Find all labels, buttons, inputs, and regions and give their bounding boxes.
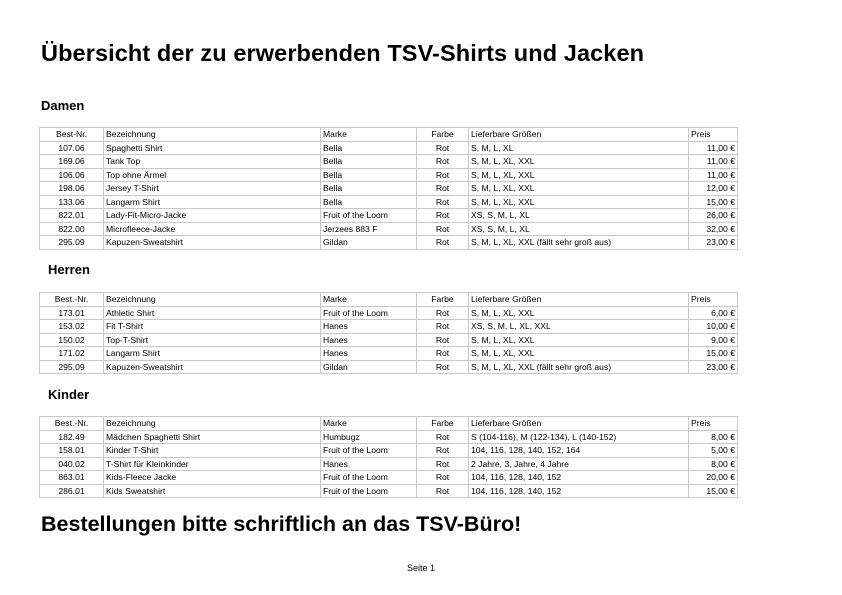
cell-best-nr: 158.01 (40, 444, 104, 458)
table-row (40, 444, 738, 458)
cell-bezeichnung: Fit T-Shirt (104, 320, 321, 334)
cell-marke: Humbugz (321, 430, 417, 444)
table-row (40, 333, 738, 347)
cell-preis: 20,00 € (689, 471, 738, 485)
cell-farbe: Rot (417, 360, 469, 374)
cell-bezeichnung: Spaghetti Shirt (104, 141, 321, 155)
cell-farbe: Rot (417, 306, 469, 320)
cell-best-nr: 040.02 (40, 457, 104, 471)
cell-farbe: Rot (417, 236, 469, 250)
cell-marke: Hanes (321, 347, 417, 361)
cell-farbe: Rot (417, 182, 469, 196)
cell-marke: Fruit of the Loom (321, 484, 417, 498)
cell-marke: Fruit of the Loom (321, 471, 417, 485)
cell-preis: 15,00 € (689, 484, 738, 498)
cell-marke: Hanes (321, 333, 417, 347)
cell-best-nr: 153.02 (40, 320, 104, 334)
cell-bezeichnung: Top-T-Shirt (104, 333, 321, 347)
cell-groessen: S, M, L, XL, XXL (469, 347, 689, 361)
cell-farbe: Rot (417, 195, 469, 209)
cell-farbe: Rot (417, 457, 469, 471)
cell-best-nr: 822.01 (40, 209, 104, 223)
cell-farbe: Rot (417, 209, 469, 223)
cell-marke: Bella (321, 182, 417, 196)
table-row (40, 195, 738, 209)
cell-groessen: 2 Jahre, 3, Jahre, 4 Jahre (469, 457, 689, 471)
cell-bezeichnung: Tank Top (104, 155, 321, 169)
column-header-farbe: Farbe (417, 128, 469, 142)
cell-farbe: Rot (417, 430, 469, 444)
cell-bezeichnung: Kids-Fleece Jacke (104, 471, 321, 485)
cell-marke: Fruit of the Loom (321, 306, 417, 320)
cell-groessen: 104, 116, 128, 140, 152 (469, 484, 689, 498)
table-row (40, 182, 738, 196)
cell-marke: Bella (321, 168, 417, 182)
section-heading-herren: Herren (48, 262, 90, 277)
table-row (40, 430, 738, 444)
column-header-best-nr: Best.-Nr. (40, 293, 104, 307)
cell-preis: 10,00 € (689, 320, 738, 334)
cell-best-nr: 106.06 (40, 168, 104, 182)
cell-farbe: Rot (417, 222, 469, 236)
cell-best-nr: 198.06 (40, 182, 104, 196)
section-heading-damen: Damen (41, 98, 85, 113)
page-title: Übersicht der zu erwerbenden TSV-Shirts und Jacken (41, 40, 645, 66)
column-header-preis: Preis (689, 128, 738, 142)
cell-groessen: S (104-116), M (122-134), L (140-152) (469, 430, 689, 444)
cell-bezeichnung: Lady-Fit-Micro-Jacke (104, 209, 321, 223)
cell-bezeichnung: Kids Sweatshirt (104, 484, 321, 498)
cell-best-nr: 107.06 (40, 141, 104, 155)
column-header-marke: Marke (321, 417, 417, 431)
table-row (40, 155, 738, 169)
column-header-bezeichnung: Bezeichnung (104, 128, 321, 142)
table-header-row (40, 128, 738, 142)
order-note: Bestellungen bitte schriftlich an das TSV-Büro! (41, 512, 522, 536)
table-header-row (40, 293, 738, 307)
cell-bezeichnung: T-Shirt für Kleinkinder (104, 457, 321, 471)
cell-bezeichnung: Kapuzen-Sweatshirt (104, 236, 321, 250)
table-row (40, 347, 738, 361)
cell-groessen: S, M, L, XL, XXL (469, 306, 689, 320)
cell-marke: Gildan (321, 236, 417, 250)
cell-marke: Hanes (321, 457, 417, 471)
cell-marke: Bella (321, 195, 417, 209)
cell-best-nr: 182.49 (40, 430, 104, 444)
cell-best-nr: 286.01 (40, 484, 104, 498)
cell-preis: 6,00 € (689, 306, 738, 320)
column-header-marke: Marke (321, 128, 417, 142)
cell-marke: Gildan (321, 360, 417, 374)
table-row (40, 360, 738, 374)
cell-preis: 15,00 € (689, 195, 738, 209)
column-header-groessen: Lieferbare Größen (469, 417, 689, 431)
cell-farbe: Rot (417, 484, 469, 498)
cell-best-nr: 295.09 (40, 360, 104, 374)
cell-farbe: Rot (417, 347, 469, 361)
cell-farbe: Rot (417, 168, 469, 182)
table-row (40, 222, 738, 236)
cell-marke: Bella (321, 141, 417, 155)
cell-best-nr: 295.09 (40, 236, 104, 250)
page-number: Seite 1 (406, 563, 436, 573)
cell-groessen: S, M, L, XL, XXL (469, 333, 689, 347)
column-header-best-nr: Best-Nr. (40, 128, 104, 142)
cell-preis: 11,00 € (689, 168, 738, 182)
cell-marke: Jerzees 883 F (321, 222, 417, 236)
cell-bezeichnung: Microfleece-Jacke (104, 222, 321, 236)
table-row (40, 306, 738, 320)
cell-preis: 9,00 € (689, 333, 738, 347)
cell-groessen: S, M, L, XL, XXL (469, 168, 689, 182)
cell-farbe: Rot (417, 471, 469, 485)
cell-groessen: 104, 116, 128, 140, 152 (469, 471, 689, 485)
column-header-marke: Marke (321, 293, 417, 307)
table-kinder (39, 416, 738, 498)
table-damen (39, 127, 738, 250)
cell-bezeichnung: Kapuzen-Sweatshirt (104, 360, 321, 374)
column-header-groessen: Lieferbare Größen (469, 293, 689, 307)
cell-groessen: S, M, L, XL, XXL (fällt sehr groß aus) (469, 236, 689, 250)
table-row (40, 141, 738, 155)
cell-preis: 23,00 € (689, 360, 738, 374)
cell-bezeichnung: Mädchen Spaghetti Shirt (104, 430, 321, 444)
column-header-farbe: Farbe (417, 417, 469, 431)
cell-best-nr: 171.02 (40, 347, 104, 361)
table-row (40, 484, 738, 498)
table-row (40, 457, 738, 471)
table-row (40, 471, 738, 485)
column-header-preis: Preis (689, 293, 738, 307)
cell-groessen: S, M, L, XL (469, 141, 689, 155)
cell-groessen: XS, S, M, L, XL (469, 222, 689, 236)
cell-best-nr: 150.02 (40, 333, 104, 347)
cell-bezeichnung: Kinder T-Shirt (104, 444, 321, 458)
cell-best-nr: 169.06 (40, 155, 104, 169)
table-row (40, 236, 738, 250)
cell-preis: 11,00 € (689, 141, 738, 155)
cell-groessen: S, M, L, XL, XXL (469, 155, 689, 169)
column-header-best-nr: Best.-Nr. (40, 417, 104, 431)
column-header-farbe: Farbe (417, 293, 469, 307)
table-row (40, 209, 738, 223)
cell-groessen: XS, S, M, L, XL (469, 209, 689, 223)
cell-groessen: S, M, L, XL, XXL (fällt sehr groß aus) (469, 360, 689, 374)
cell-preis: 11,00 € (689, 155, 738, 169)
column-header-bezeichnung: Bezeichnung (104, 417, 321, 431)
cell-farbe: Rot (417, 333, 469, 347)
cell-bezeichnung: Top ohne Ärmel (104, 168, 321, 182)
column-header-groessen: Lieferbare Größen (469, 128, 689, 142)
cell-preis: 12,00 € (689, 182, 738, 196)
cell-marke: Hanes (321, 320, 417, 334)
cell-preis: 26,00 € (689, 209, 738, 223)
column-header-preis: Preis (689, 417, 738, 431)
cell-farbe: Rot (417, 155, 469, 169)
cell-groessen: 104, 116, 128, 140, 152, 164 (469, 444, 689, 458)
cell-best-nr: 863.01 (40, 471, 104, 485)
cell-best-nr: 822.00 (40, 222, 104, 236)
table-herren (39, 292, 738, 374)
cell-marke: Fruit of the Loom (321, 209, 417, 223)
cell-preis: 8,00 € (689, 457, 738, 471)
cell-groessen: S, M, L, XL, XXL (469, 195, 689, 209)
cell-marke: Fruit of the Loom (321, 444, 417, 458)
cell-farbe: Rot (417, 320, 469, 334)
cell-marke: Bella (321, 155, 417, 169)
cell-preis: 32,00 € (689, 222, 738, 236)
column-header-bezeichnung: Bezeichnung (104, 293, 321, 307)
cell-best-nr: 133.06 (40, 195, 104, 209)
cell-bezeichnung: Langarm Shirt (104, 195, 321, 209)
cell-groessen: S, M, L, XL, XXL (469, 182, 689, 196)
cell-preis: 15,00 € (689, 347, 738, 361)
cell-preis: 8,00 € (689, 430, 738, 444)
cell-bezeichnung: Langarm Shirt (104, 347, 321, 361)
table-row (40, 168, 738, 182)
cell-groessen: XS, S, M, L, XL, XXL (469, 320, 689, 334)
cell-preis: 23,00 € (689, 236, 738, 250)
cell-farbe: Rot (417, 141, 469, 155)
section-heading-kinder: Kinder (48, 387, 90, 402)
cell-farbe: Rot (417, 444, 469, 458)
cell-bezeichnung: Athletic Shirt (104, 306, 321, 320)
cell-best-nr: 173.01 (40, 306, 104, 320)
table-row (40, 320, 738, 334)
table-header-row (40, 417, 738, 431)
cell-bezeichnung: Jersey T-Shirt (104, 182, 321, 196)
cell-preis: 5,00 € (689, 444, 738, 458)
